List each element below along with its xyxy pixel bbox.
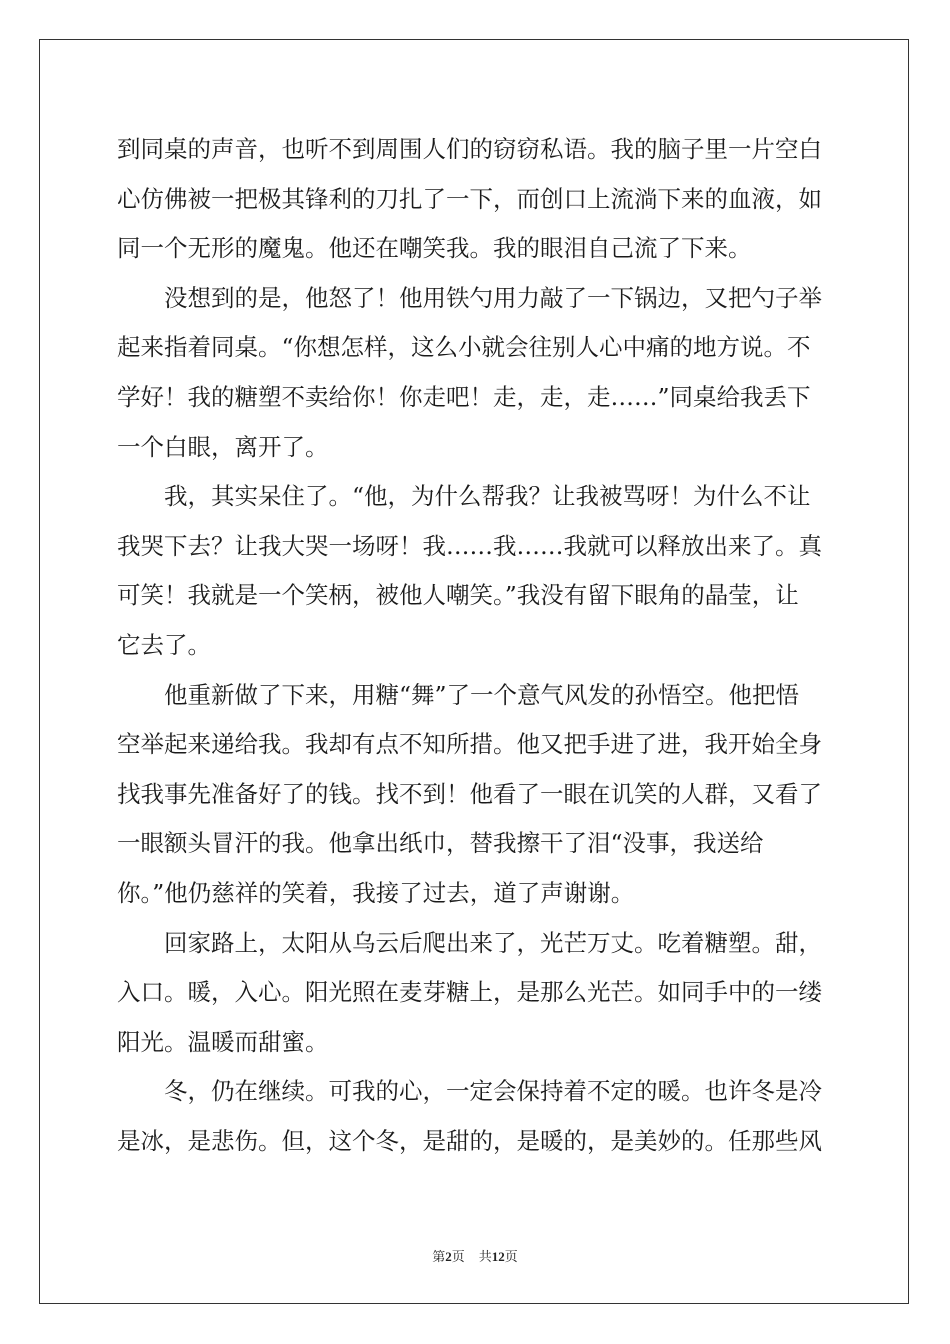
text-line: 你。”他仍慈祥的笑着，我接了过去，道了声谢谢。 [117, 878, 635, 907]
text-line: 学好！我的糖塑不卖给你！你走吧！走，走，走……”同桌给我丢下 [117, 382, 811, 411]
text-line: 冬，仍在继续。可我的心，一定会保持着不定的暖。也许冬是冷 [117, 1077, 822, 1106]
text-line: 他重新做了下来，用糖“舞”了一个意气风发的孙悟空。他把悟 [117, 680, 800, 709]
document-body [117, 125, 835, 1166]
text-line: 空举起来递给我。我却有点不知所措。他又把手进了进，我开始全身 [117, 730, 822, 759]
text-line: 它去了。 [117, 630, 211, 659]
text-line: 同一个无形的魔鬼。他还在嘲笑我。我的眼泪自己流了下来。 [117, 234, 752, 263]
page-suffix: 页 [451, 1250, 465, 1265]
text-line: 心仿佛被一把极其锋利的刀扎了一下，而创口上流淌下来的血液，如 [117, 184, 822, 213]
text-line: 我哭下去？让我大哭一场呀！我……我……我就可以释放出来了。真 [117, 531, 822, 560]
text-line: 一眼额头冒汗的我。他拿出纸巾，替我擦干了泪“没事，我送给 [117, 829, 764, 858]
page-prefix: 第 [432, 1250, 446, 1265]
text-line: 是冰，是悲伤。但，这个冬，是甜的，是暖的，是美妙的。任那些风 [117, 1126, 822, 1155]
text-line: 回家路上，太阳从乌云后爬出来了，光芒万丈。吃着糖塑。甜， [117, 928, 822, 957]
text-line: 到同桌的声音，也听不到周围人们的窃窃私语。我的脑子里一片空白 [117, 135, 822, 163]
text-line: 我，其实呆住了。“他，为什么帮我？让我被骂呀！为什么不让 [117, 482, 811, 511]
page-number: 2 [445, 1249, 452, 1264]
page-footer [0, 1246, 950, 1265]
text-line: 没想到的是，他怒了！他用铁勺用力敲了一下锅边，又把勺子举 [117, 283, 822, 312]
text-line: 找我事先准备好了的钱。找不到！他看了一眼在讥笑的人群，又看了 [117, 779, 822, 808]
total-pages: 12 [491, 1249, 505, 1264]
text-line: 可笑！我就是一个笑柄，被他人嘲笑。”我没有留下眼角的晶莹，让 [117, 581, 799, 610]
total-suffix: 页 [504, 1250, 518, 1265]
text-line: 入口。暖，入心。阳光照在麦芽糖上，是那么光芒。如同手中的一缕 [117, 978, 822, 1007]
text-line: 阳光。温暖而甜蜜。 [117, 1027, 329, 1056]
text-line: 一个白眼，离开了。 [117, 432, 329, 461]
text-line: 起来指着同桌。“你想怎样，这么小就会往别人心中痛的地方说。不 [117, 333, 811, 362]
total-prefix: 共 [478, 1250, 492, 1265]
